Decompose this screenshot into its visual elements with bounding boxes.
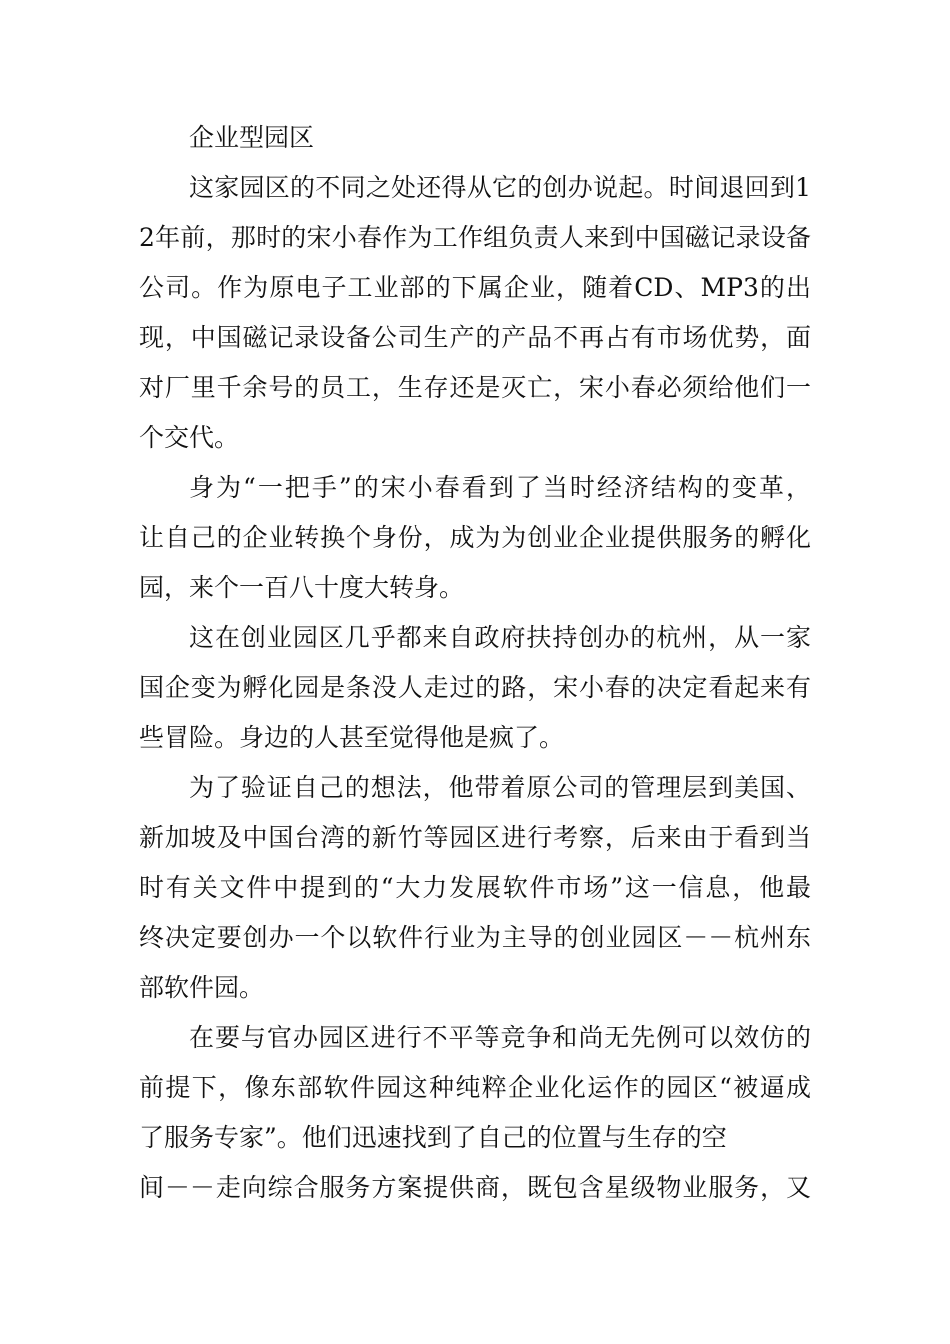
paragraph-line: 个交代。 [139, 423, 240, 452]
paragraph-line: 在要与官办园区进行不平等竞争和尚无先例可以效仿的 [189, 1023, 811, 1052]
paragraph-line: 时有关文件中提到的“大力发展软件市场”这一信息，他最 [139, 873, 811, 902]
paragraph-line: 对厂里千余号的员工，生存还是灭亡，宋小春必须给他们一 [139, 373, 811, 402]
paragraph-line: 终决定要创办一个以软件行业为主导的创业园区－－杭州东 [139, 923, 811, 952]
paragraph-line: 这在创业园区几乎都来自政府扶持创办的杭州，从一家 [189, 623, 811, 652]
paragraph-line: 前提下，像东部软件园这种纯粹企业化运作的园区“被逼成 [139, 1073, 811, 1102]
paragraph-line: 间－－走向综合服务方案提供商，既包含星级物业服务，又 [139, 1173, 811, 1202]
paragraph-line: 部软件园。 [139, 973, 265, 1002]
paragraph-line: 公司。作为原电子工业部的下属企业，随着CD、MP3的出 [139, 273, 811, 302]
paragraph-line: 新加坡及中国台湾的新竹等园区进行考察，后来由于看到当 [139, 823, 811, 852]
paragraph-line: 为了验证自己的想法，他带着原公司的管理层到美国、 [189, 773, 811, 802]
paragraph-line: 些冒险。身边的人甚至觉得他是疯了。 [139, 723, 565, 752]
paragraph-line: 2年前，那时的宋小春作为工作组负责人来到中国磁记录设备 [139, 223, 811, 252]
paragraph-line: 身为“一把手”的宋小春看到了当时经济结构的变革， [189, 473, 811, 502]
paragraph-line: 了服务专家”。他们迅速找到了自己的位置与生存的空 [139, 1123, 727, 1152]
paragraph-line: 园，来个一百八十度大转身。 [139, 573, 465, 602]
paragraph-line: 这家园区的不同之处还得从它的创办说起。时间退回到1 [189, 173, 811, 202]
section-heading: 企业型园区 [189, 123, 315, 152]
article-body [139, 113, 811, 1213]
paragraph-line: 让自己的企业转换个身份，成为为创业企业提供服务的孵化 [139, 523, 811, 552]
paragraph-line: 国企变为孵化园是条没人走过的路，宋小春的决定看起来有 [139, 673, 811, 702]
paragraph-line: 现，中国磁记录设备公司生产的产品不再占有市场优势，面 [139, 323, 811, 352]
